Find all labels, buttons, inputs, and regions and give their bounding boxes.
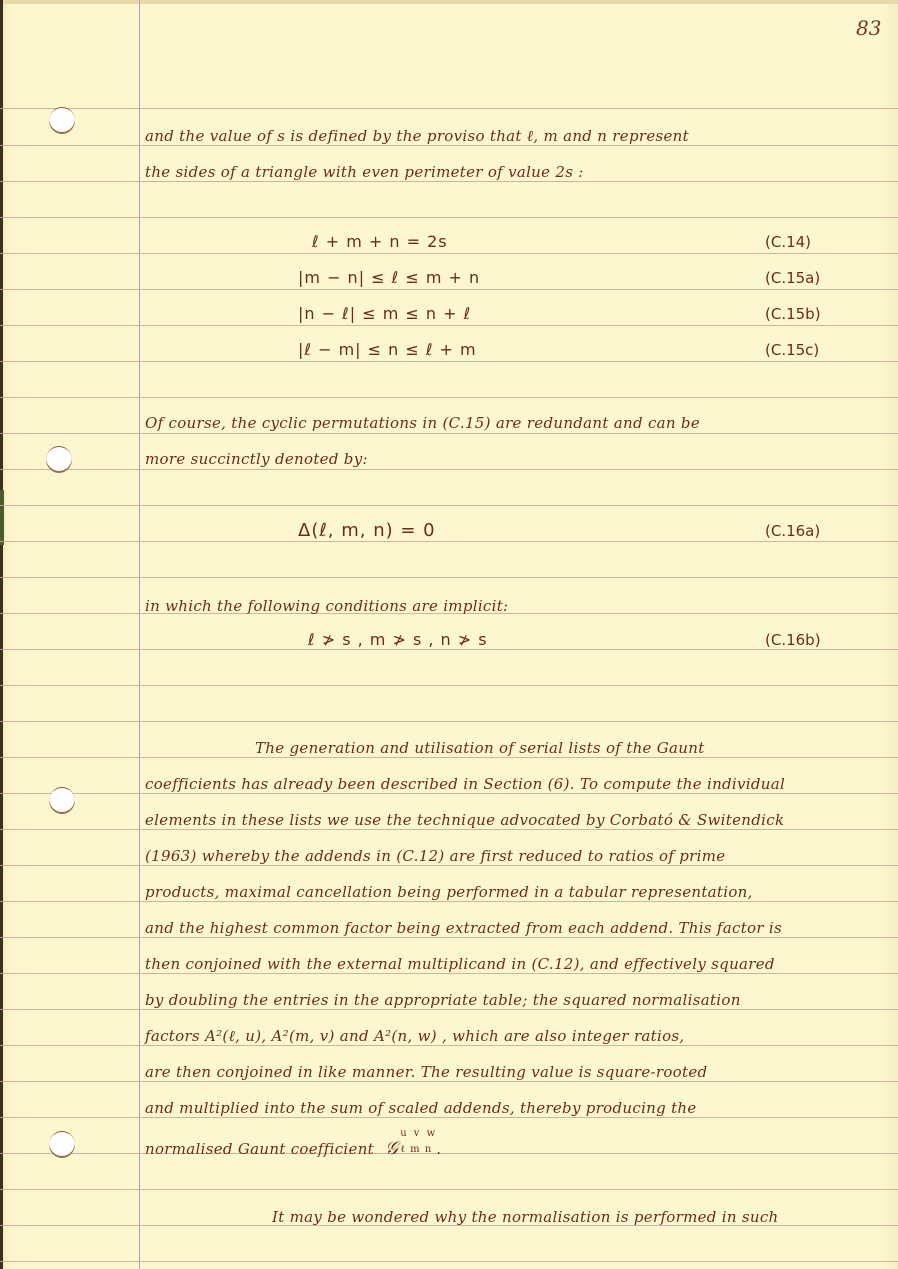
gaunt-coefficient-symbol: 𝒢 (385, 1138, 399, 1159)
page-number: 83 (856, 16, 882, 40)
ruled-line (0, 1153, 898, 1154)
equation-c16b: ℓ ≯ s , m ≯ s , n ≯ s (308, 630, 488, 649)
text-line: and the value of s is defined by the proviso that ℓ, m and n represent (145, 127, 689, 145)
page-top-edge (0, 0, 898, 4)
equation-c16a: Δ(ℓ, m, n) = 0 (298, 520, 436, 541)
punch-hole (49, 107, 75, 134)
text-line: coefficients has already been described in Section (6). To compute the individual (145, 775, 786, 793)
equation-label: (C.15c) (765, 341, 820, 359)
text-fragment: normalised Gaunt coefficient (145, 1140, 374, 1158)
equation-label: (C.16a) (765, 522, 821, 540)
ruled-line (0, 685, 898, 686)
ruled-line (0, 217, 898, 218)
equation-label: (C.15b) (765, 305, 821, 323)
text-line: Of course, the cyclic permutations in (C.15) are redundant and can be (145, 414, 701, 432)
text-line: the sides of a triangle with even perimeter of value 2s : (145, 163, 584, 181)
margin-line (139, 0, 140, 1269)
paragraph-first-line: The generation and utilisation of serial lists of the Gaunt (255, 739, 705, 757)
equation-label: (C.15a) (765, 269, 821, 287)
text-line: are then conjoined in like manner. The resulting value is square-rooted (145, 1063, 708, 1081)
ruled-line (0, 505, 898, 506)
text-line: elements in these lists we use the technique advocated by Corbató & Switendick (145, 811, 785, 829)
ruled-line (0, 108, 898, 109)
text-line: factors A²(ℓ, u), A²(m, v) and A²(n, w) , which are also integer ratios, (145, 1027, 685, 1045)
ruled-line (0, 541, 898, 542)
text-line: in which the following conditions are implicit: (145, 597, 509, 615)
equation-c15a: |m − n| ≤ ℓ ≤ m + n (298, 268, 481, 287)
ruled-line (0, 253, 898, 254)
ruled-line (0, 325, 898, 326)
text-line-with-symbol (145, 1128, 442, 1159)
punch-hole (46, 446, 72, 473)
equation-c14: ℓ + m + n = 2s (312, 232, 448, 251)
ruled-line (0, 433, 898, 434)
ruled-line (0, 1261, 898, 1262)
ruled-line (0, 1189, 898, 1190)
ruled-line (0, 577, 898, 578)
binding-stripe (0, 490, 4, 545)
text-line: by doubling the entries in the appropriate table; the squared normalisation (145, 991, 741, 1009)
text-line: and multiplied into the sum of scaled addends, thereby producing the (145, 1099, 697, 1117)
ruled-line (0, 289, 898, 290)
ruled-line (0, 721, 898, 722)
text-line: (1963) whereby the addends in (C.12) are first reduced to ratios of prime (145, 847, 726, 865)
punch-hole (49, 787, 75, 814)
gaunt-indices (398, 1128, 438, 1155)
paragraph-first-line: It may be wondered why the normalisation is performed in such (272, 1208, 779, 1226)
equation-c15c: |ℓ − m| ≤ n ≤ ℓ + m (298, 340, 477, 359)
punch-hole (49, 1131, 75, 1158)
text-line: more succinctly denoted by: (145, 450, 368, 468)
text-line: and the highest common factor being extracted from each addend. This factor is (145, 919, 783, 937)
ruled-line (0, 397, 898, 398)
text-line: products, maximal cancellation being performed in a tabular representation, (145, 883, 753, 901)
text-line: then conjoined with the external multiplicand in (C.12), and effectively squared (145, 955, 775, 973)
sentence-terminator: . (436, 1140, 442, 1158)
gaunt-subscript: ℓ m n (400, 1144, 433, 1155)
equation-label: (C.14) (765, 233, 812, 251)
equation-c15b: |n − ℓ| ≤ m ≤ n + ℓ (298, 304, 472, 323)
page-left-edge (0, 0, 3, 1269)
equation-label: (C.16b) (765, 631, 821, 649)
ruled-line (0, 469, 898, 470)
gaunt-superscript: u v w (400, 1128, 438, 1139)
ruled-line (0, 361, 898, 362)
